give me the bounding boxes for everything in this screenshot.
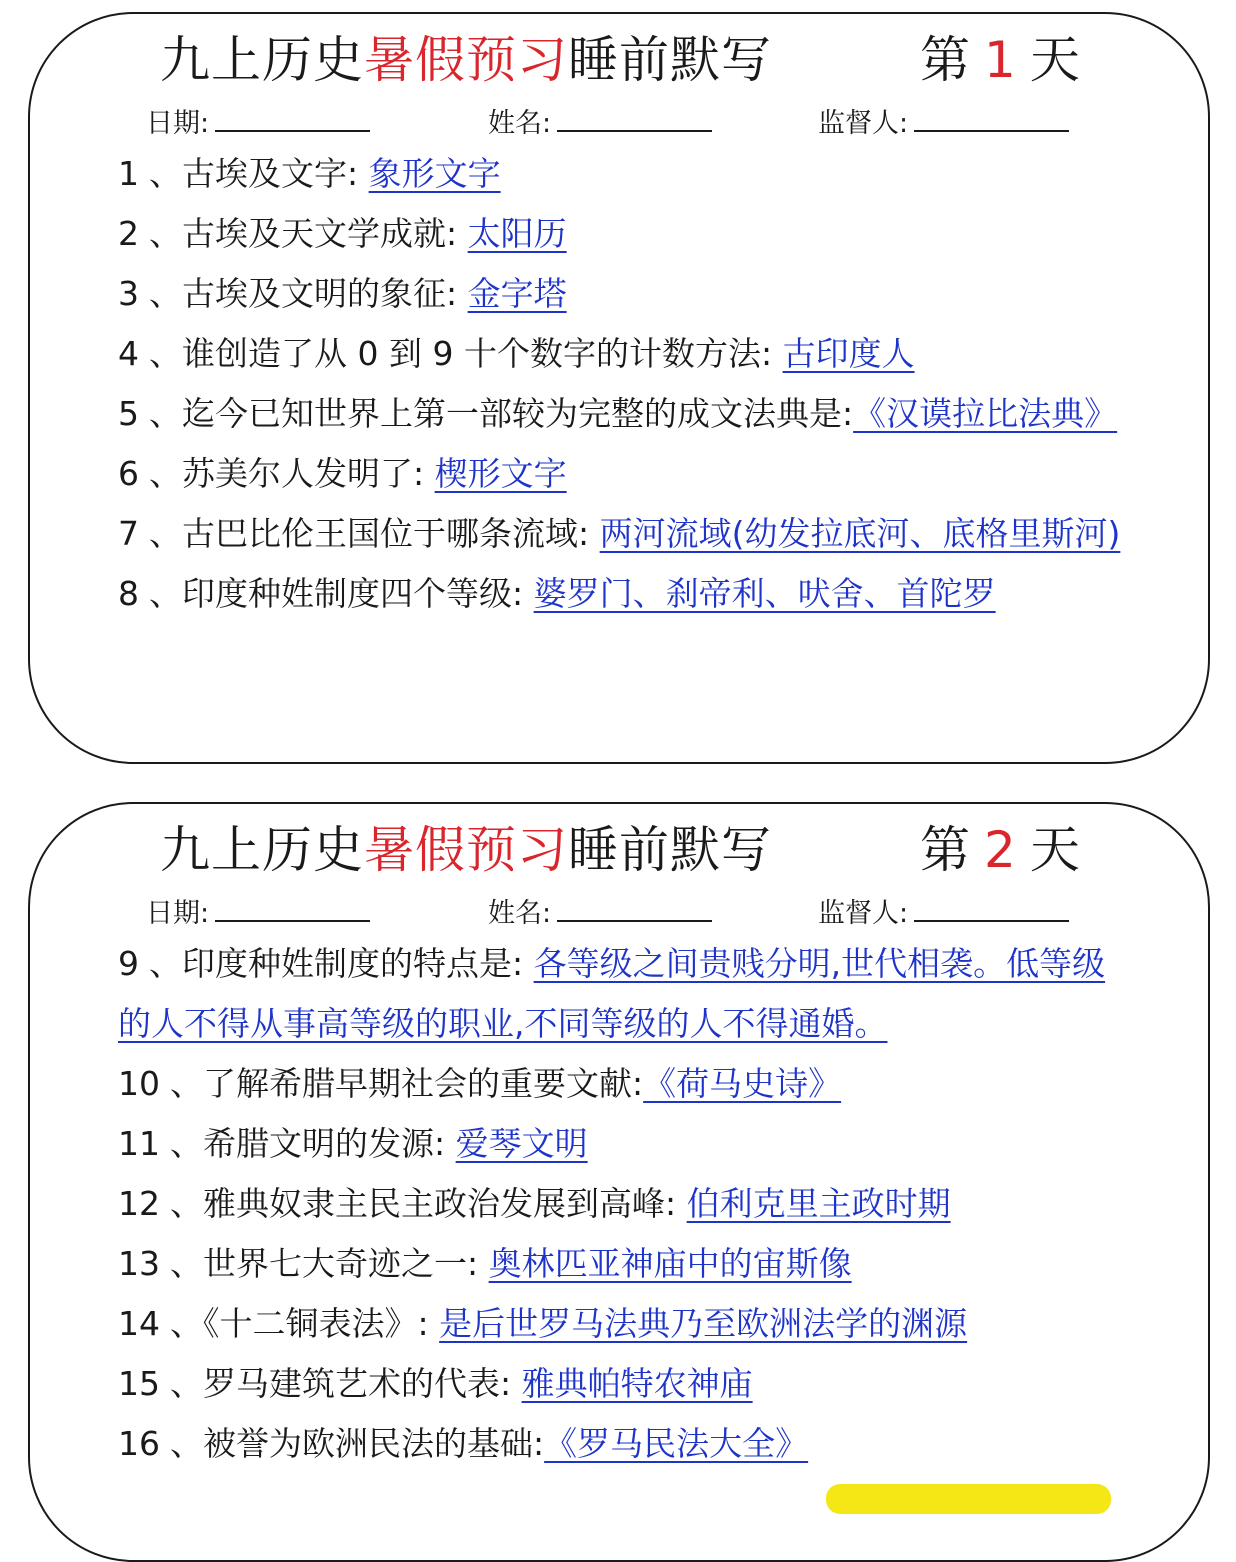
answer-text: 婆罗门、刹帝利、吠舍、首陀罗 — [533, 574, 996, 613]
question-text: 、世界七大奇迹之一: — [170, 1244, 479, 1283]
question-item — [118, 264, 1128, 324]
day-suffix: 天 — [1029, 31, 1080, 89]
question-number: 8 — [118, 574, 139, 613]
question-item — [118, 1234, 1128, 1294]
question-text: 、古埃及天文学成就: — [149, 214, 458, 253]
question-item — [118, 204, 1128, 264]
supervisor-label: 监督人: — [818, 898, 909, 929]
yellow-highlight-bar — [826, 1484, 1111, 1514]
supervisor-field — [818, 892, 1069, 934]
day-prefix: 第 — [920, 821, 970, 879]
supervisor-blank — [914, 102, 1069, 132]
day-number: 2 — [984, 821, 1016, 879]
title-prefix: 九上历史 — [160, 31, 364, 89]
question-item — [118, 934, 1128, 1054]
answer-text: 古印度人 — [782, 334, 915, 373]
date-blank — [215, 102, 370, 132]
question-number: 15 — [118, 1364, 160, 1403]
answer-text: 《荷马史诗》 — [643, 1064, 842, 1103]
question-text: 、罗马建筑艺术的代表: — [170, 1364, 512, 1403]
date-blank — [215, 892, 370, 922]
name-label: 姓名: — [488, 108, 552, 139]
answer-text: 各等级之间贵贱分明,世代相袭。低等级的人不得从事高等级的职业,不同等级的人不得通婚。 — [118, 944, 1106, 1043]
question-item — [118, 504, 1128, 564]
question-item — [118, 1354, 1128, 1414]
day-label — [920, 810, 1080, 890]
question-text: 、希腊文明的发源: — [170, 1124, 446, 1163]
date-label: 日期: — [146, 108, 210, 139]
answer-text: 金字塔 — [467, 274, 567, 313]
question-item — [118, 1294, 1128, 1354]
answer-text: 是后世罗马法典乃至欧洲法学的渊源 — [439, 1304, 968, 1343]
question-text: 、《十二铜表法》: — [170, 1304, 429, 1343]
question-number: 10 — [118, 1064, 160, 1103]
question-number: 6 — [118, 454, 139, 493]
question-item — [118, 1414, 1128, 1474]
question-text: 、苏美尔人发明了: — [149, 454, 425, 493]
name-field — [488, 892, 712, 934]
question-number: 11 — [118, 1124, 160, 1163]
question-number: 1 — [118, 154, 139, 193]
date-label: 日期: — [146, 898, 210, 929]
question-item — [118, 1054, 1128, 1114]
question-text: 、古巴比伦王国位于哪条流域: — [149, 514, 590, 553]
title-suffix: 睡前默写 — [568, 31, 772, 89]
day-number: 1 — [984, 31, 1016, 89]
question-number: 12 — [118, 1184, 160, 1223]
question-number: 9 — [118, 944, 139, 983]
answer-text: 太阳历 — [467, 214, 567, 253]
date-field — [146, 892, 370, 934]
question-item — [118, 444, 1128, 504]
supervisor-field — [818, 102, 1069, 144]
question-text: 、迄今已知世界上第一部较为完整的成文法典是: — [149, 394, 854, 433]
question-text: 、印度种姓制度的特点是: — [149, 944, 524, 983]
title-suffix: 睡前默写 — [568, 821, 772, 879]
question-text: 、古埃及文字: — [149, 154, 359, 193]
answer-text: 象形文字 — [368, 154, 501, 193]
question-number: 14 — [118, 1304, 160, 1343]
answer-text: 爱琴文明 — [455, 1124, 588, 1163]
answer-text: 《罗马民法大全》 — [544, 1424, 809, 1463]
answer-text: 奥林匹亚神庙中的宙斯像 — [488, 1244, 852, 1283]
question-number: 2 — [118, 214, 139, 253]
answer-text: 伯利克里主政时期 — [686, 1184, 951, 1223]
question-text: 、被誉为欧洲民法的基础: — [170, 1424, 545, 1463]
question-text: 、谁创造了从 0 到 9 十个数字的计数方法: — [149, 334, 773, 373]
question-text: 、了解希腊早期社会的重要文献: — [170, 1064, 644, 1103]
answer-text: 两河流域(幼发拉底河、底格里斯河) — [599, 514, 1121, 553]
question-number: 3 — [118, 274, 139, 313]
name-field — [488, 102, 712, 144]
question-text: 、雅典奴隶主民主政治发展到高峰: — [170, 1184, 677, 1223]
answer-text: 雅典帕特农神庙 — [521, 1364, 753, 1403]
day-label — [920, 20, 1080, 100]
day-suffix: 天 — [1029, 821, 1080, 879]
name-blank — [557, 102, 712, 132]
question-item — [118, 144, 1128, 204]
question-number: 7 — [118, 514, 139, 553]
question-number: 16 — [118, 1424, 160, 1463]
question-item — [118, 564, 1128, 624]
worksheet-card-day-1 — [28, 12, 1210, 764]
date-field — [146, 102, 370, 144]
question-number: 5 — [118, 394, 139, 433]
question-item — [118, 384, 1128, 444]
day-prefix: 第 — [920, 31, 970, 89]
card-title — [160, 20, 772, 100]
name-label: 姓名: — [488, 898, 552, 929]
question-item — [118, 1114, 1128, 1174]
question-text: 、印度种姓制度四个等级: — [149, 574, 524, 613]
question-list — [118, 144, 1128, 624]
supervisor-label: 监督人: — [818, 108, 909, 139]
question-number: 4 — [118, 334, 139, 373]
title-highlight: 暑假预习 — [364, 31, 568, 89]
card-title — [160, 810, 772, 890]
title-highlight: 暑假预习 — [364, 821, 568, 879]
question-text: 、古埃及文明的象征: — [149, 274, 458, 313]
answer-text: 楔形文字 — [434, 454, 567, 493]
question-item — [118, 1174, 1128, 1234]
supervisor-blank — [914, 892, 1069, 922]
name-blank — [557, 892, 712, 922]
answer-text: 《汉谟拉比法典》 — [853, 394, 1118, 433]
worksheet-card-day-2 — [28, 802, 1210, 1562]
question-number: 13 — [118, 1244, 160, 1283]
question-item — [118, 324, 1128, 384]
question-list — [118, 934, 1128, 1474]
title-prefix: 九上历史 — [160, 821, 364, 879]
